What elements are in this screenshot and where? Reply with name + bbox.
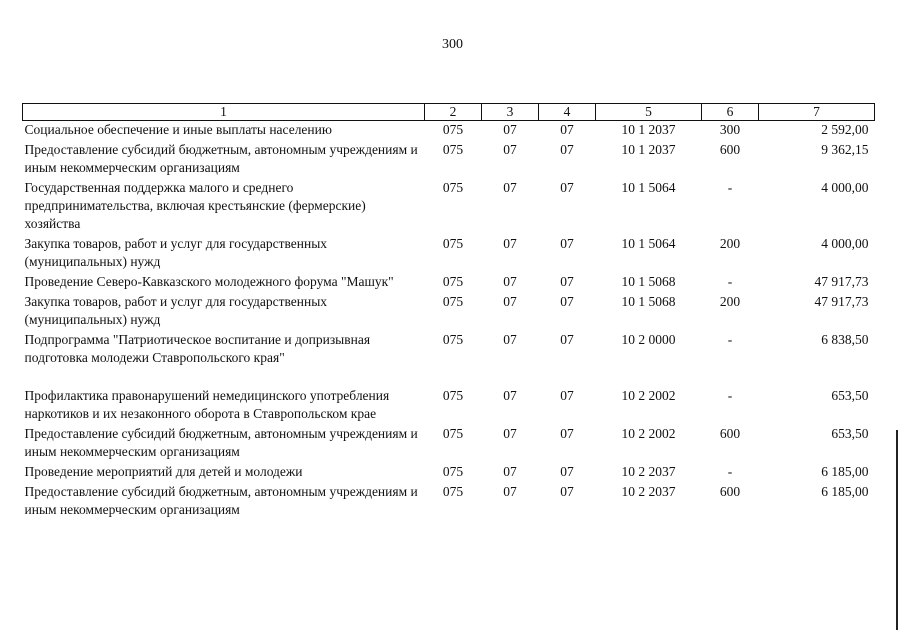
row-name: Закупка товаров, работ и услуг для государственных (муниципальных) нужд [24,294,328,327]
row-amount: 47 917,73 [814,274,869,289]
column-header-6: 6 [702,104,759,121]
row-col-3: 07 [503,332,517,347]
row-col-4: 07 [560,274,574,289]
row-col-6: 600 [719,426,741,441]
row-col-5: 10 2 2002 [621,388,676,403]
table-row [23,141,875,179]
table-row [23,293,875,331]
row-name: Подпрограмма "Патриотическое воспитание и допризывная подготовка молодежи Ставропольского края" [24,332,371,365]
row-col-3: 07 [503,180,517,195]
row-col-6: 600 [719,484,741,499]
scan-edge-line [896,430,898,630]
row-col-2: 075 [442,294,464,309]
row-amount: 47 917,73 [814,294,869,309]
column-header-2: 2 [425,104,482,121]
row-col-6: 200 [719,294,741,309]
row-amount: 653,50 [831,426,869,441]
row-amount: 6 185,00 [821,484,869,499]
row-amount: 6 185,00 [821,464,869,479]
row-col-4: 07 [560,388,574,403]
row-col-2: 075 [442,426,464,441]
row-col-6: - [727,388,733,403]
row-name: Предоставление субсидий бюджетным, автономным учреждениям и иным некоммерческим организациям [24,426,418,459]
row-col-5: 10 2 0000 [621,332,676,347]
row-amount: 4 000,00 [821,180,869,195]
column-header-1: 1 [23,104,425,121]
row-col-3: 07 [503,484,517,499]
table-row [23,387,875,425]
row-name: Проведение Северо-Кавказского молодежного форума "Машук" [24,274,394,289]
row-col-2: 075 [442,332,464,347]
row-name: Социальное обеспечение и иные выплаты населению [24,122,332,137]
row-col-3: 07 [503,426,517,441]
row-col-5: 10 1 5064 [621,180,676,195]
row-col-4: 07 [560,142,574,157]
row-col-2: 075 [442,122,464,137]
row-col-2: 075 [442,388,464,403]
table-row [23,463,875,483]
row-amount: 6 838,50 [821,332,869,347]
table-row [23,179,875,235]
table-row [23,331,875,387]
row-col-6: - [727,464,733,479]
row-col-4: 07 [560,484,574,499]
row-col-6: 200 [719,236,741,251]
table-row [23,273,875,293]
row-col-6: - [727,332,733,347]
row-col-4: 07 [560,236,574,251]
column-header-5: 5 [596,104,702,121]
row-col-3: 07 [503,236,517,251]
row-col-4: 07 [560,294,574,309]
row-name: Предоставление субсидий бюджетным, автономным учреждениям и иным некоммерческим организациям [24,484,418,517]
row-col-5: 10 1 5068 [621,294,676,309]
row-col-4: 07 [560,426,574,441]
budget-table [22,103,875,521]
row-col-3: 07 [503,122,517,137]
page-number: 300 [442,37,463,52]
row-amount: 4 000,00 [821,236,869,251]
row-col-6: - [727,180,733,195]
column-header-7: 7 [759,104,875,121]
row-col-4: 07 [560,180,574,195]
row-col-4: 07 [560,464,574,479]
row-col-3: 07 [503,388,517,403]
row-col-3: 07 [503,294,517,309]
column-header-3: 3 [482,104,539,121]
row-col-5: 10 2 2037 [621,464,676,479]
row-col-5: 10 1 2037 [621,142,676,157]
row-col-2: 075 [442,236,464,251]
table-row [23,235,875,273]
row-name: Государственная поддержка малого и среднего предпринимательства, включая крестьянские (фермерские) хозяйства [24,180,366,231]
row-name: Закупка товаров, работ и услуг для государственных (муниципальных) нужд [24,236,328,269]
row-col-2: 075 [442,142,464,157]
row-col-6: - [727,274,733,289]
row-col-4: 07 [560,332,574,347]
row-name: Проведение мероприятий для детей и молодежи [24,464,303,479]
row-col-2: 075 [442,180,464,195]
row-name: Предоставление субсидий бюджетным, автономным учреждениям и иным некоммерческим организациям [24,142,418,175]
row-col-3: 07 [503,142,517,157]
row-col-5: 10 2 2002 [621,426,676,441]
table-body [23,121,875,522]
row-col-5: 10 1 5068 [621,274,676,289]
header-row [23,104,875,121]
column-header-4: 4 [539,104,596,121]
row-amount: 2 592,00 [821,122,869,137]
row-col-2: 075 [442,484,464,499]
row-col-5: 10 1 5064 [621,236,676,251]
row-col-6: 300 [719,122,741,137]
row-col-4: 07 [560,122,574,137]
row-col-3: 07 [503,274,517,289]
row-col-2: 075 [442,274,464,289]
row-amount: 9 362,15 [821,142,869,157]
row-name: Профилактика правонарушений немедицинского употребления наркотиков и их незаконного оборота в Ставропольском крае [24,388,390,421]
row-col-5: 10 1 2037 [621,122,676,137]
row-col-5: 10 2 2037 [621,484,676,499]
row-amount: 653,50 [831,388,869,403]
table-row [23,483,875,521]
row-col-2: 075 [442,464,464,479]
row-col-3: 07 [503,464,517,479]
row-col-6: 600 [719,142,741,157]
table-row [23,121,875,142]
table-row [23,425,875,463]
